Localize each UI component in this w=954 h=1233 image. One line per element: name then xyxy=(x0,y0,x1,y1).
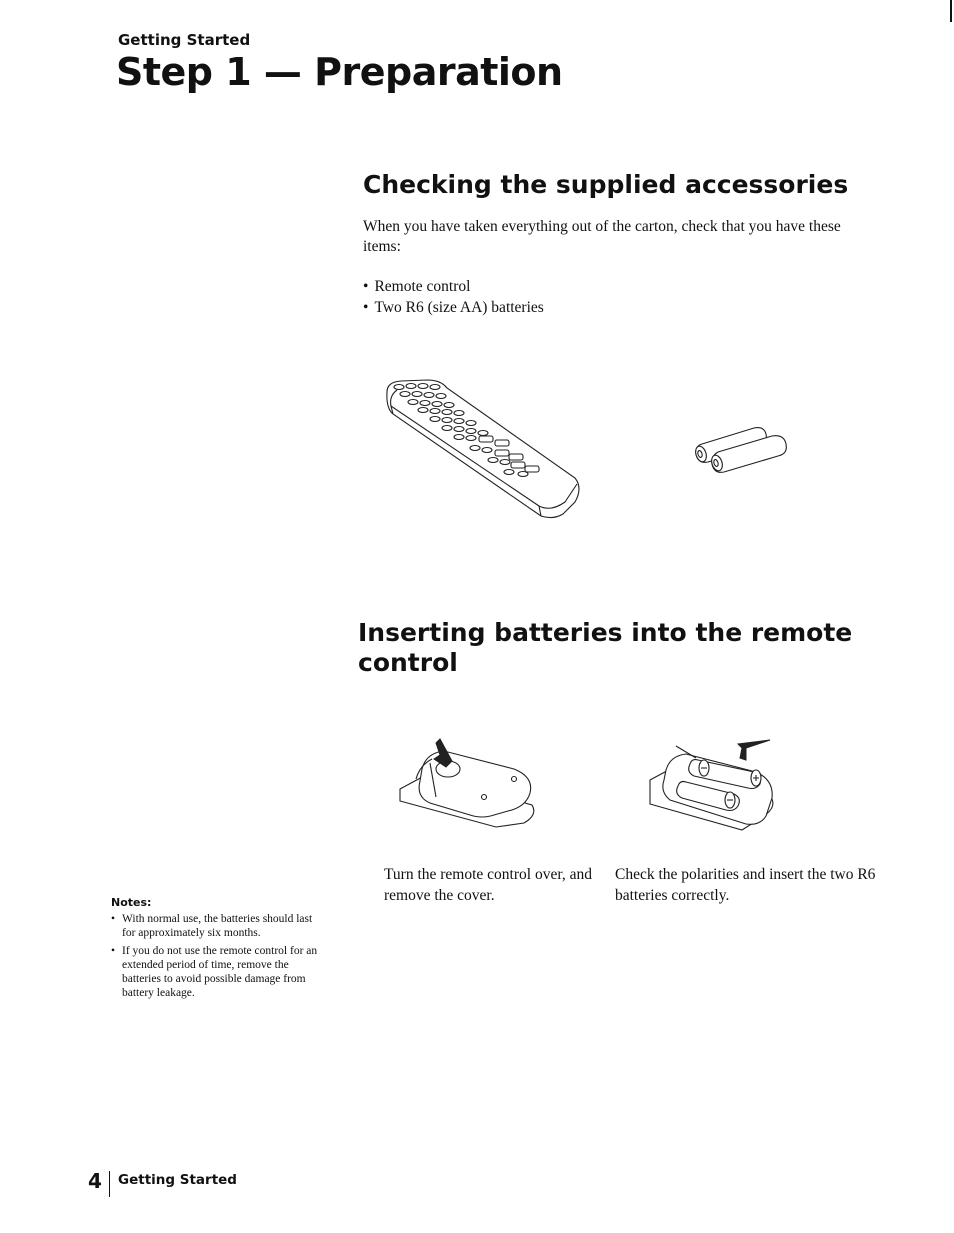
batteries-illustration xyxy=(692,424,790,476)
remote-control-illustration xyxy=(383,378,583,520)
insert-batteries-illustration xyxy=(646,736,778,836)
step-1-text: Turn the remote control over, and remove the cover. xyxy=(384,866,593,904)
note-item: • With normal use, the batteries should last for approximately six months. xyxy=(111,912,321,940)
accessory-item: • Two R6 (size AA) batteries xyxy=(363,297,544,318)
section-label: Getting Started xyxy=(118,31,251,49)
accessory-item: • Remote control xyxy=(363,276,544,297)
accessories-intro: When you have taken everything out of the carton, check that you have these items: xyxy=(363,218,841,255)
page-title: Step 1 — Preparation xyxy=(116,50,563,94)
step-2-text: Check the polarities and insert the two R6 batteries correctly. xyxy=(615,866,876,904)
notes-list xyxy=(111,912,321,1004)
remove-cover-illustration xyxy=(396,735,540,831)
accessories-heading: Checking the supplied accessories xyxy=(363,170,849,199)
page-edge-mark xyxy=(950,0,952,22)
footer-section-label: Getting Started xyxy=(118,1172,237,1188)
accessories-list xyxy=(363,276,544,318)
inserting-heading: Inserting batteries into the remote control xyxy=(358,618,853,677)
footer-divider xyxy=(109,1171,110,1197)
page-number: 4 xyxy=(88,1169,102,1193)
note-item: • If you do not use the remote control for an extended period of time, remove the batteries to avoid possible damage from battery leakage. xyxy=(111,944,321,1000)
notes-heading: Notes: xyxy=(111,896,152,909)
